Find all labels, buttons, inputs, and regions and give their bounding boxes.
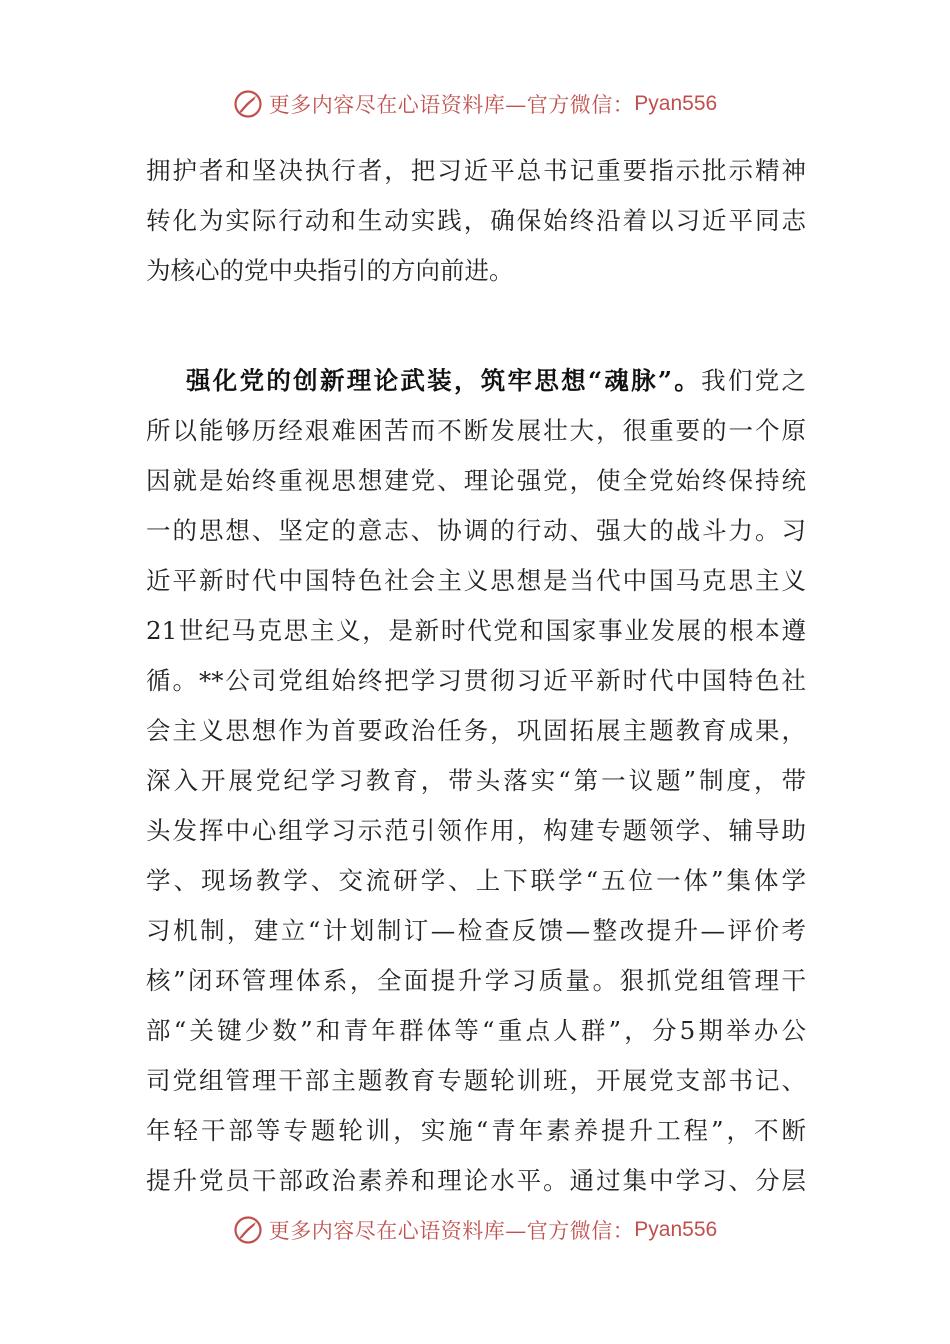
pen-logo-icon [233, 89, 263, 119]
text-line [146, 356, 806, 406]
paragraph-2 [146, 356, 806, 1206]
text-line: 拥护者和坚决执行者，把习近平总书记重要指示批示精神 [146, 156, 806, 185]
text-line: 因就是始终重视思想建党、理论强党，使全党始终保持统 [146, 466, 806, 495]
banner-text: 更多内容尽在心语资料库—官方微信： [268, 1219, 635, 1243]
banner-text: 更多内容尽在心语资料库—官方微信： [268, 93, 635, 117]
text-line: 一的思想、坚定的意志、协调的行动、强大的战斗力。习 [146, 516, 806, 545]
text-line: 头发挥中心组学习示范引领作用，构建专题领学、辅导助 [146, 816, 806, 845]
text-line: 为核心的党中央指引的方向前进。 [146, 256, 514, 285]
text-line: 转化为实际行动和生动实践，确保始终沿着以习近平同志 [146, 206, 806, 235]
heading-continuation: 我们党之 [701, 366, 806, 395]
text-line: 年轻干部等专题轮训，实施“青年素养提升工程”，不断 [146, 1116, 806, 1145]
text-line: 近平新时代中国特色社会主义思想是当代中国马克思主义 [146, 566, 806, 595]
paragraph-1 [146, 146, 806, 296]
section-heading: 强化党的创新理论武装，筑牢思想“魂脉”。 [186, 366, 702, 395]
text-line: 司党组管理干部主题教育专题轮训班，开展党支部书记、 [146, 1066, 806, 1095]
pen-logo-icon [233, 1215, 263, 1245]
header-banner [0, 84, 950, 124]
document-body [146, 146, 806, 1206]
banner-wechat-id: Pyan556 [634, 1218, 718, 1241]
text-line: 学、现场教学、交流研学、上下联学“五位一体”集体学 [146, 866, 806, 895]
footer-banner [0, 1210, 950, 1250]
text-line: 习机制，建立“计划制订—检查反馈—整改提升—评价考 [146, 916, 806, 945]
text-line: 所以能够历经艰难困苦而不断发展壮大，很重要的一个原 [146, 416, 806, 445]
text-line: 会主义思想作为首要政治任务，巩固拓展主题教育成果， [146, 716, 806, 745]
text-line: 部“关键少数”和青年群体等“重点人群”，分5期举办公 [146, 1016, 806, 1045]
text-line: 提升党员干部政治素养和理论水平。通过集中学习、分层 [146, 1166, 806, 1195]
banner-wechat-id: Pyan556 [634, 92, 718, 115]
text-line: 循。**公司党组始终把学习贯彻习近平新时代中国特色社 [146, 666, 806, 695]
text-line: 深入开展党纪学习教育，带头落实“第一议题”制度，带 [146, 766, 806, 795]
text-line: 21世纪马克思主义，是新时代党和国家事业发展的根本遵 [146, 616, 806, 645]
text-line: 核”闭环管理体系，全面提升学习质量。狠抓党组管理干 [146, 966, 806, 995]
